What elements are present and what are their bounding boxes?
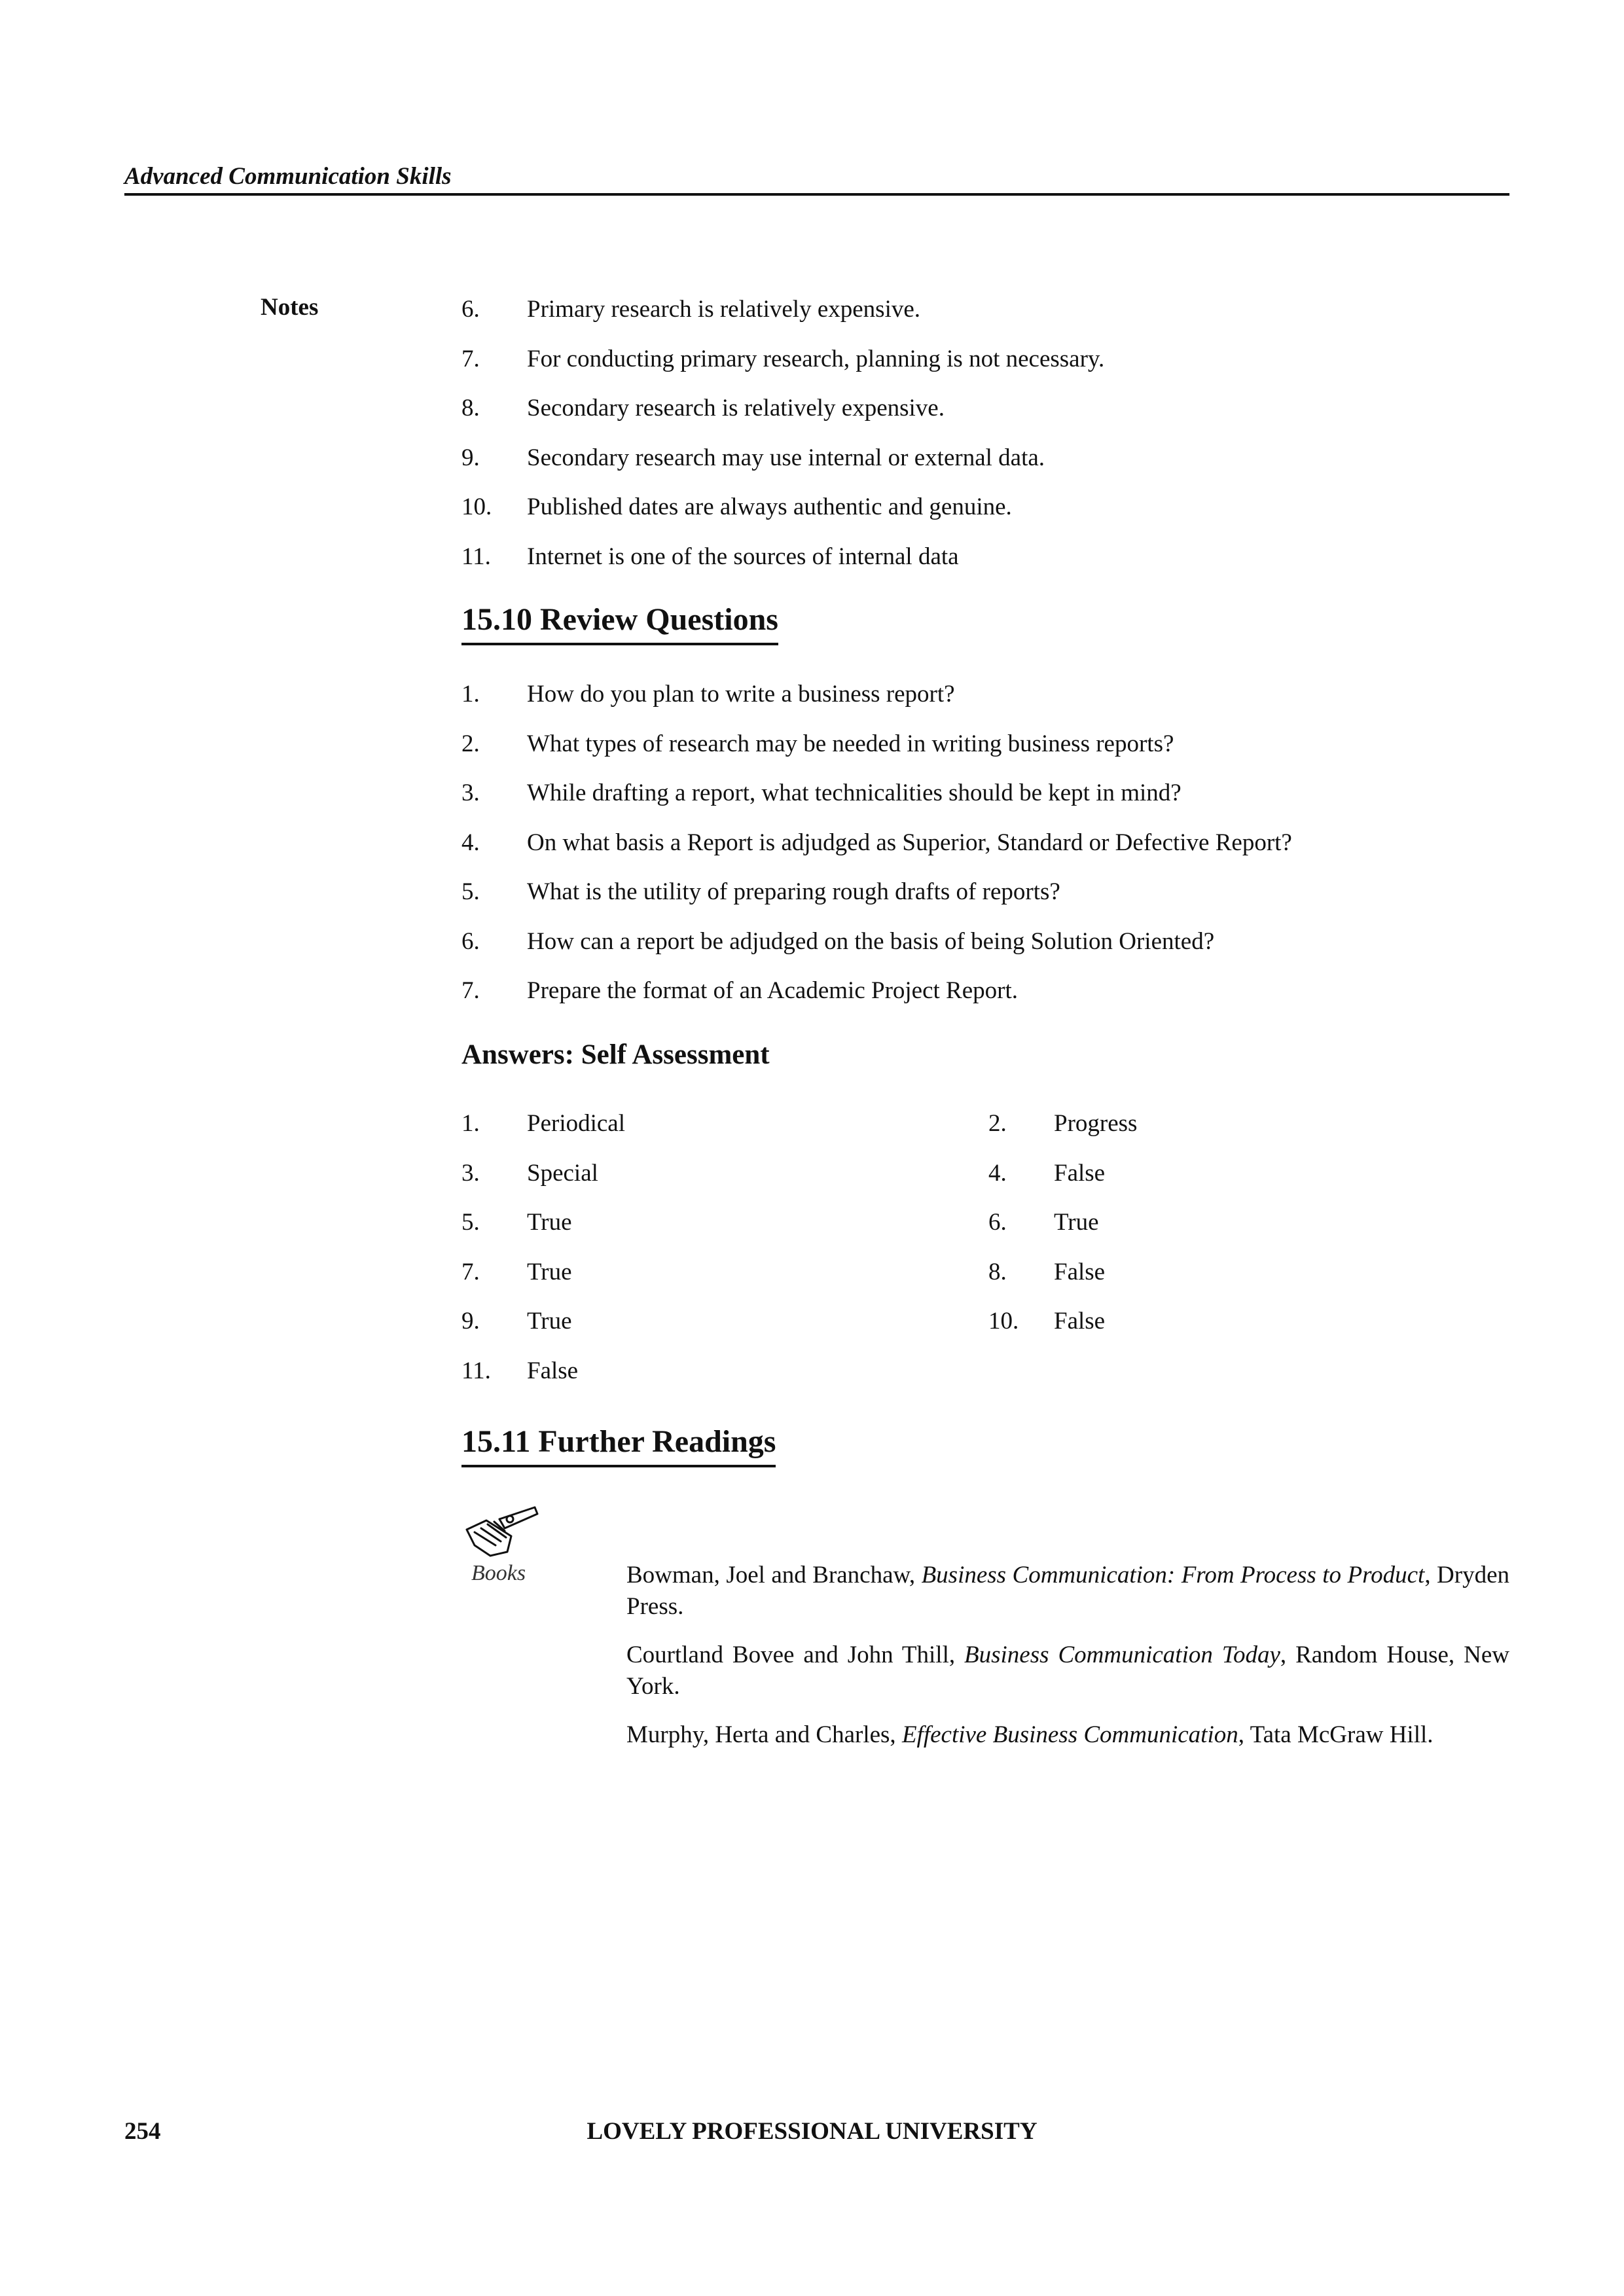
answer-number: 6. [988,1209,1007,1236]
books-label: Books [471,1561,526,1585]
item-number: 9. [461,444,480,471]
reference-publisher: , Dryden Press. [626,1562,1509,1620]
answer-number: 8. [988,1258,1007,1285]
answer-value: False [1054,1308,1106,1335]
answer-number: 11. [461,1357,491,1384]
reference-item [626,1560,1509,1623]
item-text: For conducting primary research, planning is not necessary. [527,345,1105,372]
item-number: 11. [461,543,491,570]
item-number: 6. [461,927,480,955]
item-text: Prepare the format of an Academic Project Report. [527,977,1018,1004]
header-rule [124,193,1509,196]
notes-margin-label: Notes [261,294,319,321]
reference-authors: Courtland Bovee and John Thill, [626,1641,965,1668]
reference-item [626,1640,1509,1702]
answer-value: Special [527,1159,598,1187]
answer-number: 5. [461,1209,480,1236]
further-readings-heading: 15.11 Further Readings [461,1423,776,1467]
item-text: On what basis a Report is adjudged as Superior, Standard or Defective Report? [527,829,1292,856]
answer-number: 10. [988,1308,1019,1335]
item-text: What types of research may be needed in writing business reports? [527,730,1174,757]
books-hand-pen-icon [461,1502,540,1568]
answer-value: False [1054,1258,1106,1285]
footer-institution: LOVELY PROFESSIONAL UNIVERSITY [586,2118,1038,2145]
item-number: 6. [461,296,480,323]
running-header-title: Advanced Communication Skills [124,163,452,190]
answer-number: 4. [988,1159,1007,1187]
reference-title: Business Communication: From Process to Product [921,1562,1425,1588]
answer-value: False [1054,1159,1106,1187]
reference-item [626,1719,1509,1751]
answer-number: 1. [461,1110,480,1137]
answer-value: Progress [1054,1110,1138,1137]
item-number: 8. [461,395,480,422]
answer-value: Periodical [527,1110,626,1137]
item-number: 2. [461,730,480,757]
item-text: What is the utility of preparing rough drafts of reports? [527,878,1060,905]
reference-publisher: , Tata McGraw Hill. [1238,1721,1434,1748]
reference-authors: Bowman, Joel and Branchaw, [626,1562,922,1588]
item-text: How do you plan to write a business report? [527,681,955,708]
references-list [626,1560,1509,1768]
answer-value: True [527,1308,572,1335]
item-number: 1. [461,681,480,708]
answer-number: 9. [461,1308,480,1335]
page-number: 254 [124,2118,161,2145]
item-number: 4. [461,829,480,856]
item-text: Secondary research may use internal or external data. [527,444,1045,471]
answer-value: False [527,1357,579,1384]
item-number: 7. [461,977,480,1004]
answer-number: 3. [461,1159,480,1187]
item-text: Secondary research is relatively expensive. [527,395,945,422]
item-number: 7. [461,345,480,372]
item-text: How can a report be adjudged on the basis of being Solution Oriented? [527,927,1215,955]
reference-authors: Murphy, Herta and Charles, [626,1721,902,1748]
item-number: 10. [461,493,492,520]
answer-value: True [1054,1209,1099,1236]
review-questions-heading: 15.10 Review Questions [461,601,778,645]
reference-title: Business Communication Today [964,1641,1280,1668]
item-text: While drafting a report, what technicalities should be kept in mind? [527,780,1182,806]
item-text: Published dates are always authentic and genuine. [527,493,1012,520]
answer-number: 7. [461,1258,480,1285]
item-text: Primary research is relatively expensive. [527,296,921,323]
answer-value: True [527,1258,572,1285]
item-number: 3. [461,780,480,806]
reference-publisher: , Random House, New York. [626,1641,1509,1700]
answer-value: True [527,1209,572,1236]
reference-title: Effective Business Communication [901,1721,1238,1748]
item-text: Internet is one of the sources of internal data [527,543,959,570]
item-number: 5. [461,878,480,905]
answers-heading: Answers: Self Assessment [461,1039,770,1070]
answer-number: 2. [988,1110,1007,1137]
